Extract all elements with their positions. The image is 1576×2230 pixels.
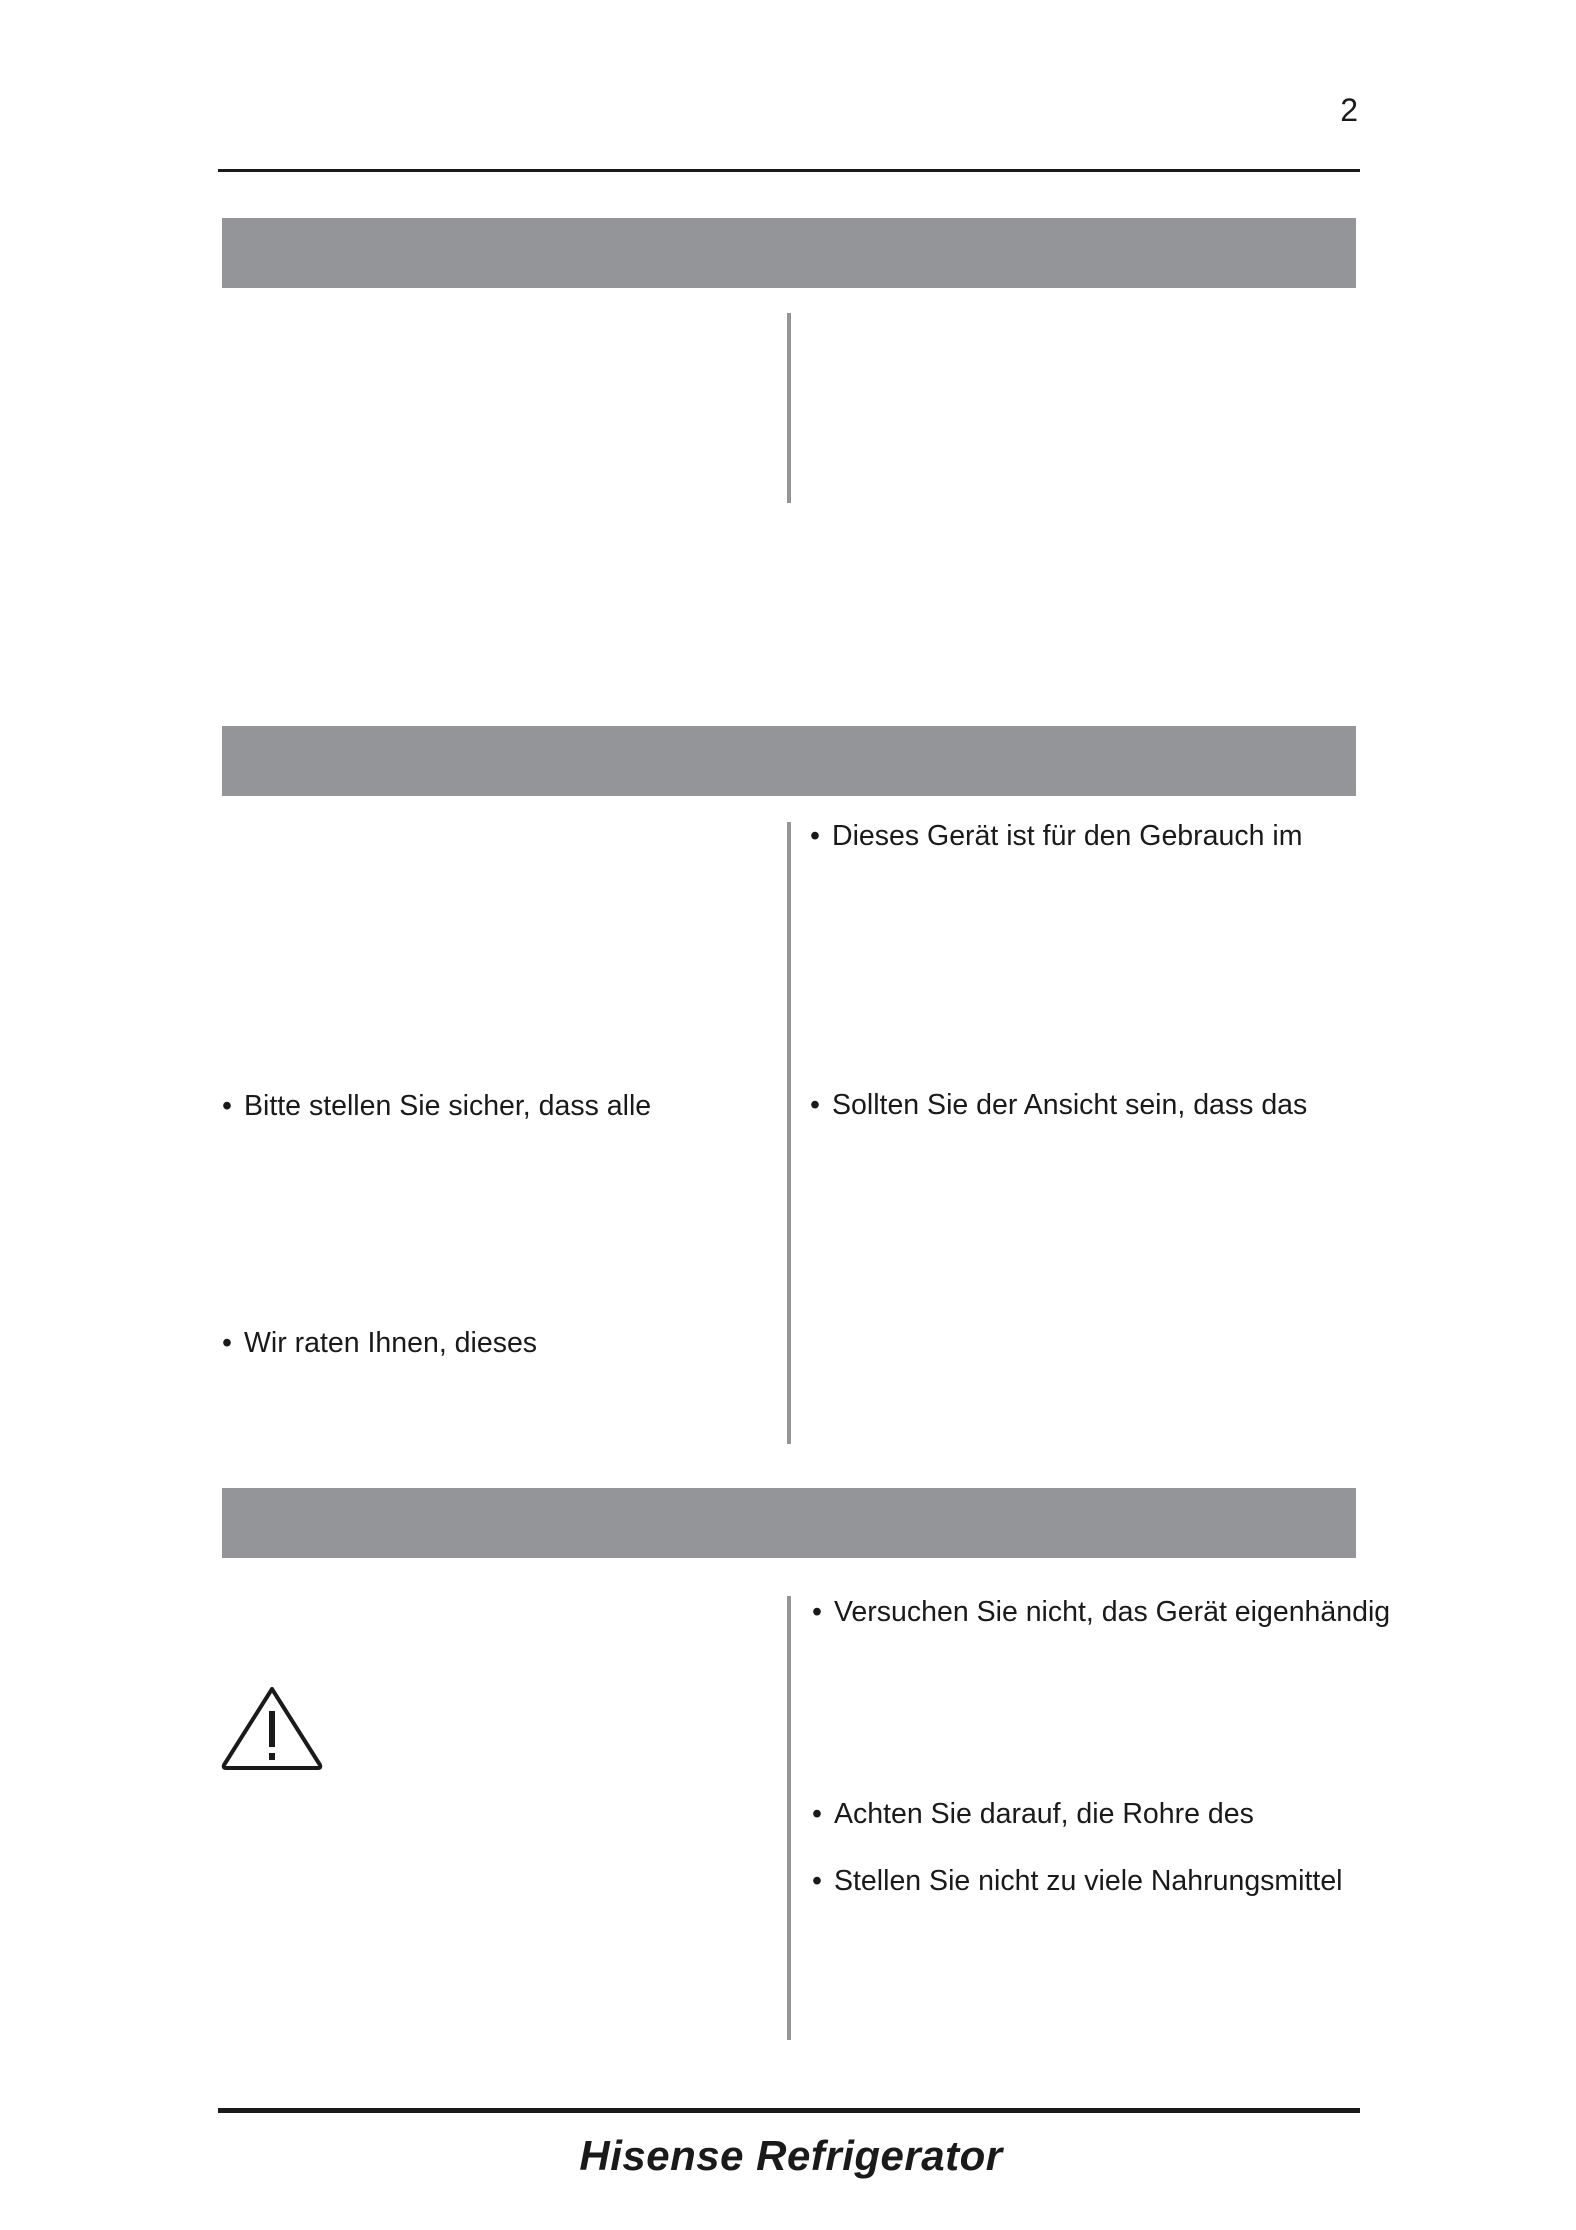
- section-2-left-item-1: [222, 1092, 651, 1121]
- item-text: Dieses Gerät ist für den Gebrauch im: [832, 820, 1303, 852]
- section-3-column-divider: [787, 1596, 791, 2040]
- section-1-header-bar: [222, 218, 1356, 288]
- header-rule: [218, 169, 1360, 172]
- item-text: Sollten Sie der Ansicht sein, dass das: [832, 1089, 1308, 1121]
- warning-triangle-icon: [220, 1685, 324, 1771]
- section-3-header-bar: [222, 1488, 1356, 1558]
- bullet-point: •: [810, 1089, 820, 1121]
- item-text: Achten Sie darauf, die Rohre des: [834, 1798, 1254, 1830]
- section-2-column-divider: [787, 822, 791, 1444]
- bullet-point: •: [222, 1327, 232, 1359]
- footer-brand-logo: Hisense Refrigerator: [579, 2132, 1003, 2179]
- section-3-right-item-2: [812, 1800, 1254, 1829]
- section-3-right-item-3: [812, 1867, 1343, 1896]
- item-text: Wir raten Ihnen, dieses: [244, 1327, 538, 1359]
- section-2-header-bar: [222, 726, 1356, 796]
- footer-rule: [218, 2108, 1360, 2113]
- bullet-point: •: [812, 1865, 822, 1897]
- item-text: Versuchen Sie nicht, das Gerät eigenhändig: [834, 1596, 1391, 1628]
- section-3-right-item-1: [812, 1598, 1390, 1627]
- section-1-column-divider: [787, 313, 791, 503]
- bullet-point: •: [812, 1596, 822, 1628]
- section-2-right-item-1: [810, 822, 1302, 851]
- section-2-right-item-2: [810, 1091, 1307, 1120]
- section-2-left-item-2: [222, 1329, 537, 1358]
- item-text: Stellen Sie nicht zu viele Nahrungsmittel: [834, 1865, 1343, 1897]
- item-text: Bitte stellen Sie sicher, dass alle: [244, 1090, 652, 1122]
- page-number: 2: [1340, 92, 1358, 128]
- bullet-point: •: [812, 1798, 822, 1830]
- bullet-point: •: [222, 1090, 232, 1122]
- bullet-point: •: [810, 820, 820, 852]
